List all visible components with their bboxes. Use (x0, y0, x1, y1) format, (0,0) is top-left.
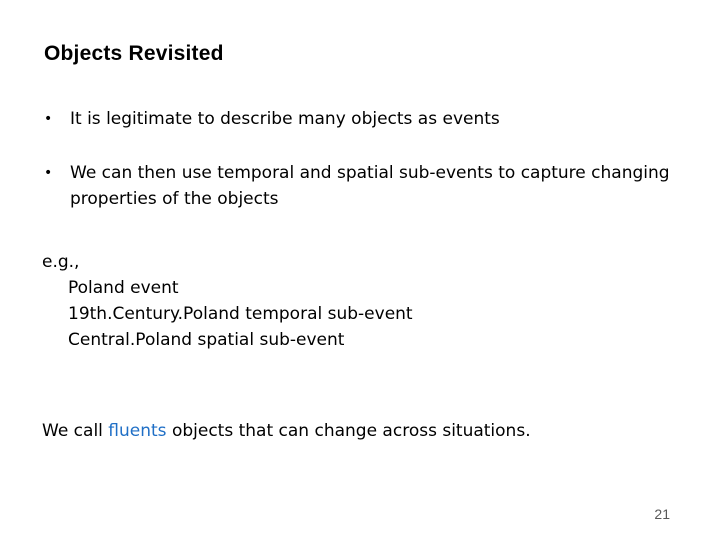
example-line: Poland event (68, 278, 179, 298)
example-lead: e.g., (42, 252, 80, 272)
bullet-item (44, 106, 684, 132)
bullet-marker: • (44, 165, 53, 181)
example-block (42, 249, 413, 353)
slide-title: Objects Revisited (44, 42, 224, 65)
bullet-text: It is legitimate to describe many objects as events (70, 109, 500, 129)
example-line: Central.Poland spatial sub-event (68, 330, 345, 350)
fluents-after: objects that can change across situations. (166, 421, 531, 441)
bullet-marker: • (44, 111, 53, 127)
bullet-text: We can then use temporal and spatial sub-events to capture changing properties of the objects (70, 163, 670, 209)
example-line: 19th.Century.Poland temporal sub-event (68, 304, 413, 324)
fluents-sentence (42, 418, 531, 444)
bullet-list (44, 106, 684, 240)
fluents-highlight: fluents (108, 421, 167, 441)
example-lines (42, 275, 413, 353)
fluents-before: We call (42, 421, 109, 441)
bullet-item (44, 160, 684, 212)
slide-number: 21 (654, 506, 670, 522)
